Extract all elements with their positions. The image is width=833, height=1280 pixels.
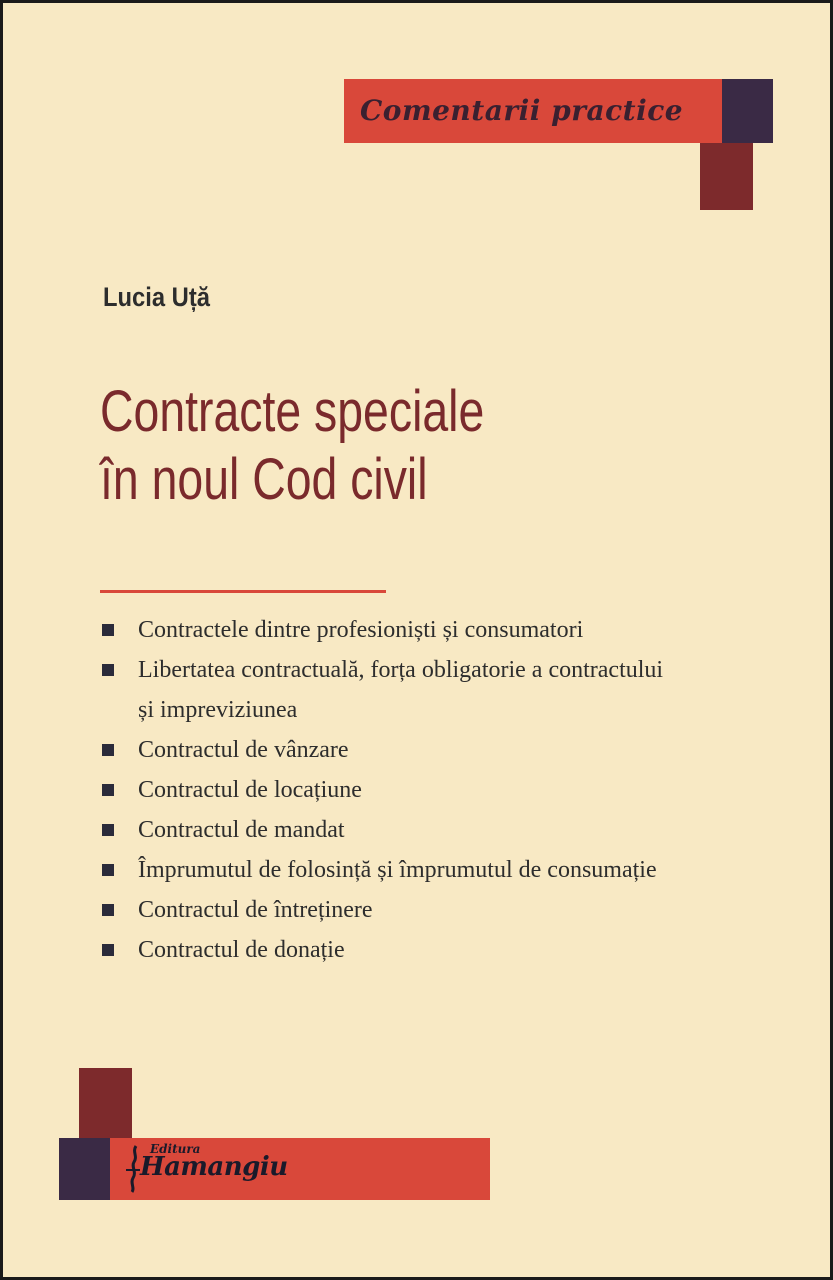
series-label: Comentarii practice (360, 94, 684, 127)
publisher-accent-block (79, 1068, 132, 1138)
topic-item (100, 610, 663, 650)
series-accent-block (700, 143, 753, 210)
bullet-square-icon (102, 664, 114, 676)
bullet-square-icon (102, 944, 114, 956)
title-divider (100, 590, 386, 593)
book-title-line-1: Contracte speciale (100, 379, 485, 444)
publisher-name: Hamangiu (140, 1152, 288, 1182)
topic-item (100, 890, 663, 930)
author-name: Lucia Uță (103, 282, 210, 312)
bullet-square-icon (102, 624, 114, 636)
bullet-square-icon (102, 824, 114, 836)
topic-text-continuation: și impreviziunea (138, 697, 298, 723)
topic-item (100, 810, 663, 850)
bullet-square-icon (102, 744, 114, 756)
publisher-prefix: Editura (150, 1142, 201, 1156)
topic-text: Contractul de locațiune (138, 777, 362, 803)
topic-list (100, 610, 663, 970)
book-title-line-2: în noul Cod civil (100, 447, 428, 512)
bullet-square-icon (102, 784, 114, 796)
topic-text: Contractul de mandat (138, 817, 345, 843)
topic-item (100, 930, 663, 970)
publisher-accent-square (59, 1138, 110, 1200)
topic-text: Contractele dintre profesioniști și consumatori (138, 617, 584, 643)
topic-text: Împrumutul de folosință și împrumutul de consumație (138, 857, 657, 883)
topic-item (100, 650, 663, 730)
topic-text: Contractul de vânzare (138, 737, 349, 763)
series-accent-square (722, 79, 773, 143)
book-title (100, 378, 484, 514)
topic-item (100, 730, 663, 770)
bullet-square-icon (102, 904, 114, 916)
topic-text: Contractul de întreținere (138, 897, 373, 923)
bullet-square-icon (102, 864, 114, 876)
topic-text: Libertatea contractuală, forța obligatorie a contractului (138, 657, 664, 683)
topic-item (100, 770, 663, 810)
topic-text: Contractul de donație (138, 937, 345, 963)
topic-item (100, 850, 663, 890)
